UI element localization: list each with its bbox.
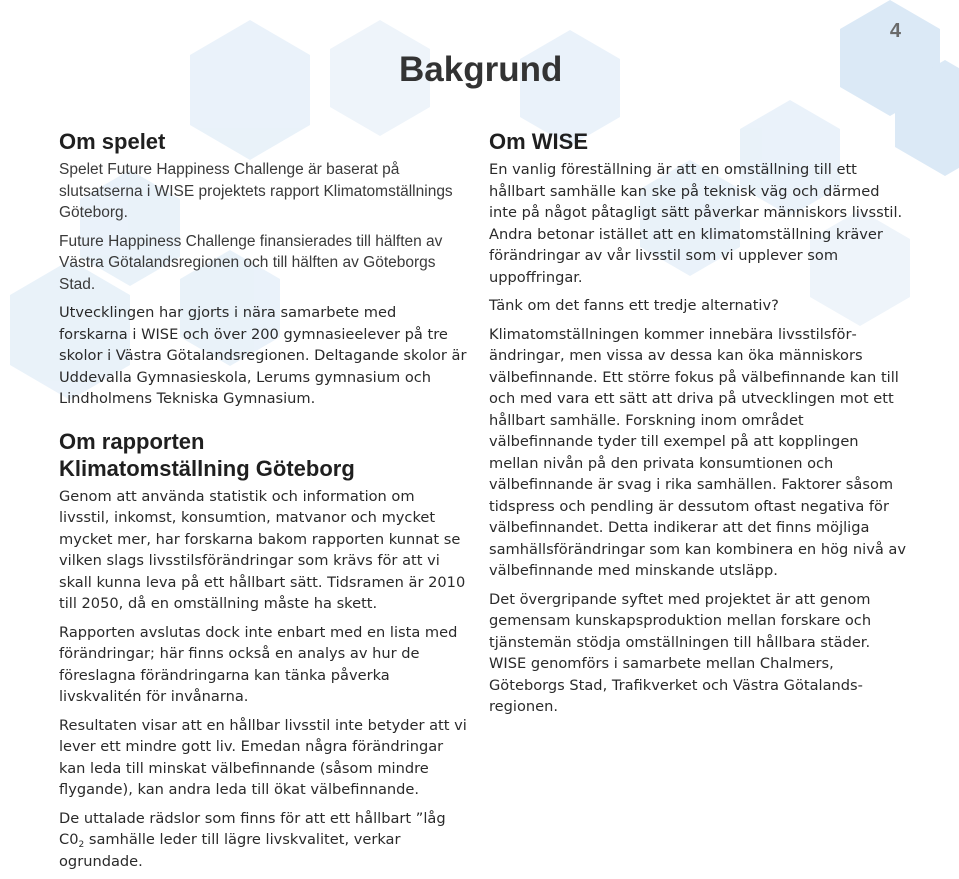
paragraph: Det övergripande syftet med projektet är att genom gemensam kunskapsproduktion mellan forskare och tjänstemän stödja omställningen till hållbara städer. WISE genomförs i samarbete mellan Chalmers, Göteborgs Stad, Trafikverket och Västra Götalandsregionen. <box>489 590 872 715</box>
section-heading-om-spelet: Om spelet <box>59 129 166 154</box>
paragraph: Utvecklingen har gjorts i nära samarbete med forskarna i WISE och över 200 gymnasieelever på tre skolor i Västra Götalandsregionen. Deltagande skolor är Uddevalla Gymnasieskola, Lerums gymnasium och Lindholmens Tekniska Gymnasium. <box>59 304 467 407</box>
text-run: De uttalade rädslor som finns för att ett hållbart ”låg C0 <box>59 809 446 848</box>
paragraph: Future Happiness Challenge finansierades till hälften av Västra Götalandsregionen och till hälften av Göteborgs Stad. <box>59 232 443 293</box>
right-column <box>489 128 909 725</box>
left-column <box>59 128 469 879</box>
paragraph: Tänk om det fanns ett tredje alternativ? <box>489 297 779 314</box>
paragraph: Rapporten avslutas dock inte enbart med en lista med förändringar; här finns också en analys av hur de föreslagna förändringarna kan tänka påverka livskvalitén för invånarna. <box>59 623 458 705</box>
paragraph: Klimatomställningen kommer innebära livsstilsförändringar, men vissa av dessa kan öka människors välbefinnande. Ett större fokus på välbefinnande kan till och med vara ett sätt att driva på utvecklingen mot ett hållbart samhälle. Forskning inom området välbefinnande tyder till exempel på att kopplingen mellan nivån på den privata konsumtionen och välbefinnande är svag i rika samhällen. Faktorer såsom tidspress och pendling är dessutom oftast negativa för välbefinnandet. Detta indikerar att det finns möjliga samhällsförändringar som kan kombinera en hög nivå av välbefinnande med minskande utsläpp. <box>489 325 907 579</box>
paragraph: En vanlig föreställning är att en omställning till ett hållbart samhälle kan ske på teknisk väg och därmed inte på något påtagligt sätt påverkar människors livsstil. Andra betonar istället att en klimatomställning kräver förändringar av vår livsstil som vi upplever som uppoffringar. <box>489 161 903 286</box>
section-heading-om-rapporten <box>59 428 469 482</box>
heading-line: Klimatomställning Göteborg <box>59 455 355 481</box>
page-title: Bakgrund <box>399 50 563 89</box>
section-heading-om-wise: Om WISE <box>489 129 589 154</box>
page-number: 4 <box>889 20 901 42</box>
paragraph <box>59 808 469 873</box>
paragraph: Genom att använda statistik och information om livsstil, inkomst, konsumtion, matvanor och mycket mycket mer, har forskarna bakom rapporten kunnat se vilken slags livsstilsförändringar som krävs för att vi skall kunna leva på ett hållbart sätt. Tidsramen är 2010 till 2050, då en omställning måste ha skett. <box>59 487 466 612</box>
paragraph: Resultaten visar att en hållbar livsstil inte betyder att vi lever ett mindre gott liv. Emedan några förändringar kan leda till minskat välbefinnande (såsom mindre flygande), kan andra leda till ökat välbefinnande. <box>59 716 467 798</box>
paragraph: Spelet Future Happiness Challenge är baserat på slutsatserna i WISE projektets rapport Klimatomställnings Göteborg. <box>59 161 453 221</box>
heading-line: Om rapporten <box>59 428 205 454</box>
text-run: samhälle leder till lägre livskvalitet, verkar ogrundade. <box>59 831 401 870</box>
subscript: 2 <box>78 840 85 850</box>
